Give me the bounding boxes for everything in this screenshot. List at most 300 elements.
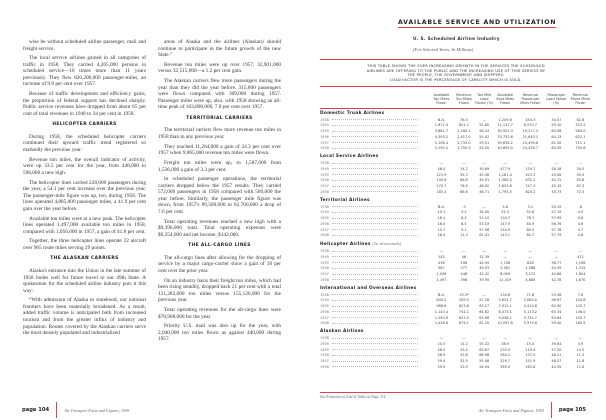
value-cell: 45.72 [551,178,562,183]
value-cell: 1,143.4 [434,309,449,314]
value-cell: 46.71 [479,189,490,194]
dot-leader [332,223,418,224]
value-cell: 32.39 [479,254,490,259]
value-cell: 165.5 [575,321,586,326]
year-label: 1957 [320,140,329,145]
dot-leader [332,180,418,181]
column-header: Available Seat Miles Flown [493,93,516,108]
value-cell: 369.0 [500,364,511,369]
value-cell: 33,752.6 [497,134,513,139]
year-cell [320,304,430,310]
value-cell: 875.1 [458,321,469,326]
value-cell: 72.5 [576,189,585,194]
value-cell: 59.40 [551,321,562,326]
value-cell: 4.7 [577,227,584,232]
value-cell: 89.5 [526,227,535,232]
section-header-row [320,152,592,161]
dot-leader [332,338,418,339]
value-cell: 63.87 [479,347,490,352]
value-cell: 448 [460,272,468,277]
value-cell: 61.41 [479,233,490,238]
dot-leader [332,366,418,367]
value-cell: 30,501.3 [497,129,513,134]
year-label: 1957 [320,227,329,232]
dot-leader [332,186,418,187]
value-cell: — [503,254,507,259]
value-cell: 564.0 [575,129,586,134]
column-header: Revenue Ton Miles Flown [453,93,475,108]
value-cell: 36.77 [551,260,562,265]
value-cell: 10.5 [576,347,585,352]
dot-leader [332,174,418,175]
value-cell: 986.6 [436,304,447,309]
value-cell: 71.8 [526,292,535,297]
section-header-row [320,239,592,249]
value-cell: 78.1 [526,216,535,221]
year-cell [320,184,430,190]
year-label: 1938 [320,117,329,122]
dot-leader [332,256,418,257]
value-cell: 16.0 [437,221,446,226]
dot-leader [332,294,418,295]
value-cell: 1,653.8 [498,184,512,189]
year-cell [320,310,430,316]
year-cell [320,167,430,173]
value-cell: — [482,204,486,209]
value-cell: 277 [460,266,468,271]
value-cell: — [462,161,466,166]
value-cell: 2,160.1 [457,129,471,134]
value-cell: 8,099 [500,272,511,277]
value-cell: 45.19 [551,184,562,189]
dot-leader [332,355,418,356]
value-cell: 54.19 [551,204,562,209]
value-cell: 57.79 [551,233,562,238]
value-cell: 63.64 [551,315,562,320]
value-cell: 8.4 [461,216,467,221]
value-cell: 146.0 [575,309,586,314]
value-cell: 46.9 [437,353,446,358]
value-cell: 2,417.0 [457,134,471,139]
column-header: Revenue Passenger Miles Flown [517,93,544,108]
year-cell [320,342,430,348]
value-cell: 78.5 [459,184,468,189]
page-title: AVAILABLE SERVICE AND UTILIZATION [398,19,557,26]
value-cell: 2,084.0 [523,298,538,303]
dot-leader [332,206,418,207]
value-cell: 82.7 [526,233,535,238]
value-cell: 154.9 [500,227,511,232]
year-label: 1938 [320,249,329,254]
dot-leader [332,268,418,269]
year-label: 1957 [320,359,329,364]
dot-leader [332,125,418,126]
value-cell: 11,117.7 [497,123,513,128]
value-cell: 632.2 [525,178,536,183]
value-cell: 55.08 [479,359,490,364]
value-cell: 1,385.0 [498,178,512,183]
value-cell: .8 [578,204,583,209]
value-cell: 76.5 [459,117,468,122]
value-cell: 45.06 [551,172,562,177]
value-cell: 1,198 [575,260,586,265]
value-cell: 34.40 [479,210,490,215]
value-cell: 5,751.7 [523,315,538,320]
footer-divider [56,402,57,418]
value-cell: 1,161.4 [498,172,512,177]
value-cell: 18.4 [437,233,446,238]
section-header-row [320,327,592,336]
value-cell: 49.03 [479,266,490,271]
value-cell: 64.13 [551,134,562,139]
section-header-row [320,284,592,293]
table-end-rule [320,392,592,393]
column-header: Available Ton Miles Flown [430,93,453,108]
value-cell: 640.2 [436,298,447,303]
footer-publication-title: Air Transport Facts and Figures, 1959 [478,407,544,413]
year-cell [320,272,430,278]
year-label: 1956 [320,178,329,183]
column-header: Passenger Load Factor (%) [544,93,569,108]
value-cell: 56.67 [551,298,562,303]
paragraph: Available ton miles were at a new peak. The helicopter lines operated 1,497,000 available ton miles in 1958, compared with 1,056,000 in 1957, a gain of 41.8 per cent. [23,215,146,235]
footer-divider [551,402,552,418]
paragraph: areas of Alaska and the airlines (Alaskan) should continue to participate in the future growth of the new State.” [158,39,281,59]
value-cell: 60.39 [551,146,562,151]
value-cell: 19,217.2 [522,129,539,134]
value-cell: 48.21 [551,353,562,358]
value-cell: 42.78 [551,277,562,282]
section-title-cell [320,108,592,118]
value-cell: 705.6 [575,146,586,151]
table-notice [320,59,592,87]
paragraph: Priority U.S. mail was also up for the year, with 2,040,000 ton miles flown as against 440,000 during 1957. [158,323,281,343]
year-label: 1949 [320,254,329,259]
paragraph: The all-cargo lines after allowing for the dropping of service by a major cargo-carrier show a gain of 18 per cent over the prior year. [158,254,281,274]
value-cell: — [528,254,533,259]
year-label: 1957 [320,315,329,320]
value-cell: 163.8 [525,364,536,369]
value-cell: 44.95 [479,260,490,265]
value-cell: — [482,249,486,254]
value-cell: 28.18 [551,166,562,171]
value-cell: 170.7 [436,184,447,189]
value-cell: 46.4 [437,166,446,171]
paragraph: In scheduled passenger operations, the territorial carriers dropped below the 1957 results. They carried 572,000 passengers in 1958 compared with 589,000 the year before. Similarly, the passenger mile figure was down, from 1957's 89,500,000 to 82,700,000 a drop of 7.6 per cent. [158,176,281,215]
year-label: 1956 [320,266,329,271]
value-cell: — [482,161,486,166]
year-label: 1958 [320,146,329,151]
utilization-table [320,93,592,371]
value-cell: 134.6 [500,292,511,297]
value-cell: 454.3 [525,117,536,122]
section-heading: THE ALL-CARGO LINES [188,243,251,249]
value-cell: 34.07 [551,117,562,122]
value-cell: 50.9 [576,172,585,177]
dot-leader [332,306,418,307]
value-cell: — [503,249,507,254]
section-title: Helicopter Airlines [320,242,371,248]
value-cell: 4,393.2 [434,134,449,139]
value-cell: 55.8 [576,178,585,183]
value-cell: 155.7 [575,315,586,320]
value-cell: 32.9 [459,364,468,369]
value-cell: 1,604 [575,272,586,277]
value-cell: 1,617.4 [434,123,449,128]
dot-leader [332,235,418,236]
value-cell: — [462,249,466,254]
footnote-reference: See Footnotes at End of Table on Page 114 [320,395,386,399]
dot-leader [332,361,418,362]
value-cell: 55.02 [479,134,490,139]
value-cell: 3,561 [500,266,511,271]
value-cell: 66.98 [479,353,490,358]
section-title-cell [320,284,592,293]
paragraph: On an industry basis their freight ton miles, which had been rising steadily, dropped back 21 per cent with a total 121,282,000 ton miles versus 155,126,000 for the previous year. [158,277,281,304]
year-label: 1949 [320,166,329,171]
value-cell: 40.66 [551,272,562,277]
value-cell: 59.10 [551,123,562,128]
value-cell: 46 [461,254,467,259]
value-cell: 53.51 [479,140,490,145]
paragraph: Freight ton miles were up, to 1,587,000 from 1,536,000 a gain of 3.3 per cent. [158,159,281,173]
paragraph: The Alaskan carriers flew more passengers during the year than they did the year before. 315,000 passengers were flown compared with 309,000 during 1957. Passenger miles were up, also, with 1958 showing an all-time peak of 163,800,000, 7.8 per cent over 1957. [158,78,281,111]
section-heading: HELICOPTER CARRIERS [52,122,117,128]
value-cell: — [482,292,486,297]
year-cell [320,190,430,196]
year-cell [320,161,430,167]
year-label: 1957 [320,184,329,189]
value-cell: 55.3 [459,172,468,177]
value-cell: 39.64 [551,341,562,346]
value-cell: 3.1 [527,204,534,209]
paragraph: Total operating revenues reached a new high with a $9,396,000 total. Total operating expenses were $9,254,000 and net income, $142,000. [158,218,281,238]
value-cell: 8.5 [461,221,467,226]
section-title-cell [320,327,592,336]
value-cell: 747.3 [525,184,536,189]
value-cell: 6,570.7 [523,123,538,128]
year-label: 1958 [320,189,329,194]
value-cell: 91.3 [501,210,510,215]
year-cell [320,129,430,135]
value-cell: 3,881.7 [434,129,449,134]
paragraph: They reached 11,264,000 a gain of 24.3 per cent over 1957 when 9,065,000 revenue ton miles were flown. [158,143,281,157]
value-cell: — [578,161,583,166]
value-cell: 4.8 [577,233,584,238]
value-cell: 15.1 [437,210,446,215]
value-cell: 8,073.1 [498,309,512,314]
value-cell: 45.36 [479,172,490,177]
value-cell: 24,435.7 [522,146,539,151]
year-cell [320,336,430,342]
dot-leader [332,163,418,164]
right-column-text [158,39,281,346]
value-cell: 64.06 [551,129,562,134]
dot-leader [332,279,418,280]
value-cell: 110.4 [525,347,536,352]
dot-leader [332,136,418,137]
year-label: 1955 [320,347,329,352]
value-cell: 86.6 [459,189,468,194]
value-cell: 477.9 [500,166,511,171]
value-cell: 53.00 [479,146,490,151]
value-cell: 5,113.2 [523,309,538,314]
value-cell: 436 [438,260,445,265]
value-cell: — [578,336,583,341]
right-page-footer [479,402,586,418]
section-title: International and Overseas Airlines [320,285,417,291]
value-cell: .3 [462,204,466,209]
year-cell [320,249,430,255]
value-cell: 711.1 [575,140,586,145]
value-cell: 284.1 [500,353,511,358]
value-cell: 145.6 [436,178,447,183]
year-label: 1956 [320,221,329,226]
year-label: 1949 [320,123,329,128]
value-cell: 64.82 [479,309,490,314]
value-cell: 21,643.1 [522,134,539,139]
value-cell: — [482,336,486,341]
value-cell: 622.1 [575,134,586,139]
footer-publication-title: Air Transport Facts and Figures, 1959 [64,407,130,413]
year-label: 1958 [320,233,329,238]
year-label: 1955 [320,304,329,309]
value-cell: — [554,249,559,254]
value-cell: 14.2 [459,166,468,171]
section-heading: TERRITORIAL CARRIERS [186,115,253,121]
paragraph: Revenue ton miles, the overall indicator of activity, were up 33.5 per cent for the year, from 448,000 to 598,000 a new high. [23,156,146,176]
value-cell: 20.3 [437,341,446,346]
dot-leader [332,323,418,324]
dot-leader [332,168,418,169]
value-cell: — [554,254,559,259]
dot-leader [332,251,418,252]
section-title-cell [320,152,592,161]
dot-leader [332,148,418,149]
left-page-footer [22,402,129,418]
value-cell: N.A. [437,117,445,122]
value-cell: 11.8 [576,364,585,369]
value-cell: 57.96 [479,227,490,232]
dot-leader [332,262,418,263]
left-column-text [23,39,146,340]
value-cell: 9,038.1 [498,315,512,320]
value-cell: 309.5 [458,298,469,303]
value-cell: 16.1 [437,216,446,221]
value-cell: 1,670 [575,277,586,282]
year-label: 1958 [320,321,329,326]
value-cell: 44.39 [551,364,562,369]
section-header-row [320,108,592,118]
value-cell: — [528,161,533,166]
value-cell: 66.8 [459,178,468,183]
dot-leader [332,191,418,192]
value-cell: 59.9 [437,364,446,369]
year-cell [320,359,430,365]
notice-line: AIRLINES ARE OFFERING TO THE PUBLIC AND THE INCREASING USE OF THIS SERVICE BY [366,68,546,73]
value-cell: 1,209.6 [498,117,512,122]
paragraph: wise be without scheduled airline passenger, mail and freight service. [23,39,146,52]
value-cell: 31.8 [459,353,468,358]
value-cell: — [554,336,559,341]
value-cell: 47.20 [551,347,562,352]
table-row [320,365,592,371]
paragraph: Because of traffic development and efficiency gains, the proportion of federal support has declined sharply. Public service revenues have dropped from about 65 per cent of total revenues in 1948 to 34 per cent in 1958. [23,91,146,117]
paragraph: The territorial carriers flew more revenue ton miles in 1958 than in any previous year. [158,127,281,140]
value-cell: 523.3 [525,172,536,177]
year-label: 1955 [320,260,329,265]
value-cell: 46.00 [479,184,490,189]
year-label: 1958 [320,364,329,369]
value-cell: 142 [438,254,445,259]
value-cell: 1,497 [436,277,447,282]
value-cell: 11.3 [576,353,585,358]
section-header-row [320,196,592,205]
paragraph: The helicopter lines carried 228,000 passengers during the year, a 54.1 per cent increase over the previous year. The passenger-mile figure was up, too, during 1958. The lines operated 4,885,000 passenger miles, a 41.9 per cent gain over the year before. [23,179,146,212]
value-cell: 5,190.2 [434,146,449,151]
dot-leader [332,119,418,120]
value-cell: 820.2 [525,189,536,194]
value-cell: 45.73 [551,189,562,194]
value-cell: 53.03 [479,221,490,226]
value-cell: 7.6 [577,292,584,297]
section-note: (In thousands) [372,241,402,247]
value-cell: — [439,161,444,166]
value-cell: 233.9 [500,347,511,352]
value-cell: — [528,336,533,341]
value-cell: 34.0 [576,166,585,171]
year-label: 1955 [320,129,329,134]
value-cell: 39,838.2 [497,140,513,145]
dot-leader [332,349,418,350]
year-label: 1938 [320,292,329,297]
year-label: 1958 [320,277,329,282]
value-cell: 104.8 [575,298,586,303]
value-cell: 567 [438,266,445,271]
value-cell: 44.59 [551,266,562,271]
value-cell: 46.3 [437,347,446,352]
dot-leader [332,311,418,312]
value-cell: 134.7 [525,166,536,171]
value-cell: 19.3* [459,292,469,297]
value-cell: 32.5 [459,359,468,364]
section-heading: THE ALASKAN CARRIERS [50,256,119,262]
year-label: 1956 [320,309,329,314]
value-cell: 412 [577,254,584,259]
dot-leader [332,343,418,344]
value-cell: 598 [460,277,468,282]
value-cell: 121.9 [436,172,447,177]
value-cell: 83.9 [526,221,535,226]
value-cell: 623.8 [458,304,469,309]
dot-leader [332,142,418,143]
section-title: Territorial Airlines [320,197,370,203]
value-cell: — [439,336,444,341]
value-cell: 1,708 [500,260,511,265]
value-cell: 57.28 [479,298,490,303]
value-cell: 741.2 [458,309,469,314]
value-cell: 62.90 [551,304,562,309]
value-cell: 4,410.8 [523,304,538,309]
year-label: 1956 [320,134,329,139]
value-cell: — [554,161,559,166]
value-cell: 151.9 [525,359,536,364]
year-label: 1938 [320,204,329,209]
value-cell: 11.8 [576,359,585,364]
value-cell: 137.0 [525,353,536,358]
value-cell: 54.94 [479,364,490,369]
value-cell: 628 [527,260,534,265]
